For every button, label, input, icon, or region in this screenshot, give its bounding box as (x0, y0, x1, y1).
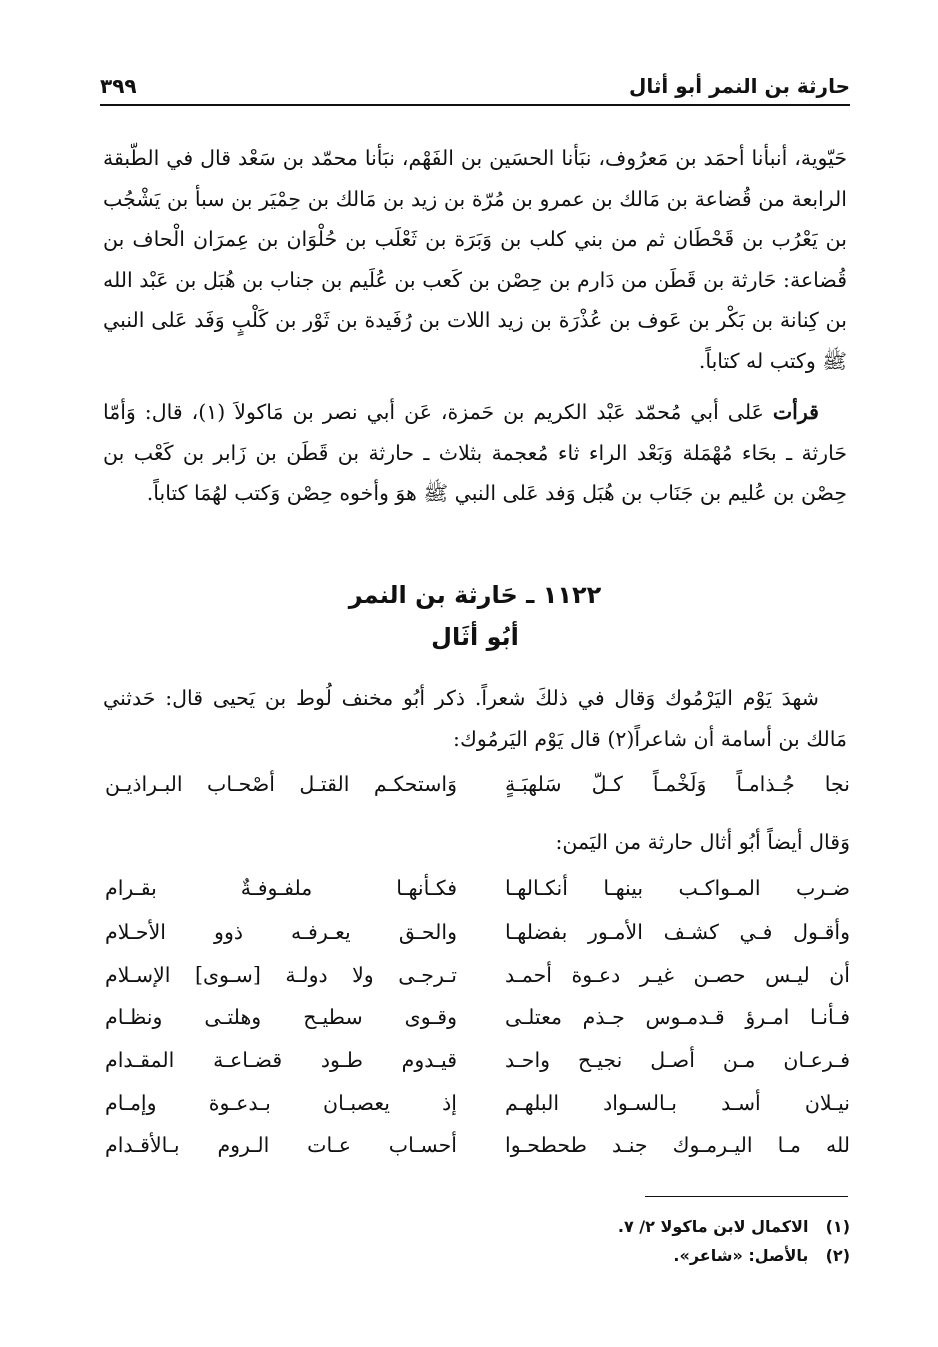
poem-second-hemistich: والحـق يعـرفـه ذوو الأحـلام (105, 920, 457, 944)
poem-line (105, 1125, 850, 1165)
poem-line (105, 1040, 850, 1080)
paragraph-2-text: عَلى أبي مُحمّد عَبْد الكريم بن حَمزة، عَن أبي نصر بن مَاكولاَ (١)، قال: وَأمّا حَارثة ـ بحَاء مُهْمَلة وَبَعْد الراء ثاء مُعجمة بثلاث ـ حارثة بن قَطَن بن زَابر بن كَعْب بن حِصْن بن عُليم بن جَنَاب بن هُبَل وَفد عَلى النبي ﷺ هوَ وأخوه حِصْن وَكتب لهُمَا كتاباً. (103, 400, 847, 505)
header-divider (100, 104, 850, 106)
poem-second-hemistich: وقـوى سطيـح وهلتـى ونظـام (105, 1005, 457, 1029)
footnotes (618, 1212, 850, 1270)
poem-second-hemistich: أحسـاب عـات الـروم بـالأقـدام (105, 1133, 457, 1157)
entry-subtitle: أبُو أثَال (431, 623, 519, 651)
header-title: حارثة بن النمر أبو أثال (629, 74, 850, 98)
footnote-number: (١) (825, 1217, 850, 1236)
footnote-divider (645, 1196, 848, 1197)
poem-second-hemistich: إذ يعصبـان بـدعـوة وإمـام (105, 1091, 457, 1115)
paragraph-2 (103, 392, 847, 514)
poem-line (105, 912, 850, 952)
footnote (618, 1212, 850, 1241)
poem-first-hemistich: نيـلان أسـد بـالسـواد البلهـم (505, 1091, 850, 1115)
poem-first-hemistich: ضـرب المـواكـب بينهـا أنكـالهـا (505, 876, 850, 900)
page-number: ٣٩٩ (100, 74, 137, 98)
poem-first-hemistich: فـرعـان مـن أصـل نجيـح واحـد (505, 1048, 850, 1072)
paragraph-3: شهدَ يَوْم اليَرْمُوك وَقال في ذلكَ شعراً. ذكر أبُو مخنف لُوط بن يَحيى قال: حَدثني مَالك بن أسامة أن شاعراً(٢) قال يَوْم اليَرمُوك: (103, 686, 847, 751)
entry-title: ١١٢٢ ـ حَارثة بن النمر (348, 581, 602, 609)
running-header (100, 72, 850, 104)
poem-first-hemistich: أن ليـس حصـن غيـر دعـوة أحمـد (505, 963, 850, 987)
verse-line (105, 764, 850, 804)
footnote-text: بالأصل: «شاعر». (673, 1246, 809, 1265)
paragraph-2-lead: قرأت (772, 400, 819, 424)
poem-line (105, 868, 850, 908)
verse-first-hemistich: نجا جُـذامـاً وَلَخْمـاً كـلّ سَلهبَـةٍ (505, 772, 850, 796)
footnote (618, 1241, 850, 1270)
poem-second-hemistich: فكـأنهـا ملفـوفـةٌ بقـرام (105, 876, 457, 900)
poem-second-hemistich: قيـدوم طـود قضـاعـة المقـدام (105, 1048, 457, 1072)
poem-first-hemistich: فـأنـا امـرؤ قـدمـوس جـذم معتلـى (505, 1005, 850, 1029)
verse-second-hemistich: وَاستحكـم القتـل أصْحـاب البـراذيـن (105, 772, 457, 796)
footnote-text: الاكمال لابن ماكولا ٢/ ٧. (617, 1217, 809, 1236)
poem-line (105, 955, 850, 995)
verse-intro: وَقال أيضاً أبُو أثال حارثة من اليَمن: (555, 830, 850, 854)
footnote-number: (٢) (825, 1246, 850, 1265)
poem-first-hemistich: وأقـول فـي كشـف الأمـور بفضلهـا (505, 920, 850, 944)
poem-second-hemistich: تـرجـى ولا دولـة [سـوى] الإسـلام (105, 963, 457, 987)
poem-first-hemistich: لله مـا اليـرمـوك جنـد طحطحـوا (505, 1133, 850, 1157)
poem-line (105, 1083, 850, 1123)
paragraph-1: حَيّوية، أنبأنا أحمَد بن مَعرُوف، نبَأنا الحسَين بن الفَهْم، نبَأنا محمّد بن سَعْد قال في الطّبقة الرابعة من قُضاعة بن مَالك بن عمرو بن مُرّة بن زيد بن مَالك بن حِمْيَر بن سبأ بن يَشْجُب بن يَعْرُب بن قَحْطَان ثم من بني كلب بن وَبَرَة بن ثَعْلَب بن حُلْوَان بن عِمرَان الْحاف بن قُضاعة: حَارثة بن قَطَن من دَارم بن حِصْن بن كَعب بن عُلَيم بن جناب بن هُبَل بن عَبْد الله بن كِنانة بن بَكْر بن عَوف بن عُذْرَة بن زيد اللات بن رُفَيدة بن ثَوْر بن كَلْبٍ وَفَد عَلى النبي ﷺ وكتب له كتاباً. (103, 146, 847, 373)
poem-line (105, 997, 850, 1037)
